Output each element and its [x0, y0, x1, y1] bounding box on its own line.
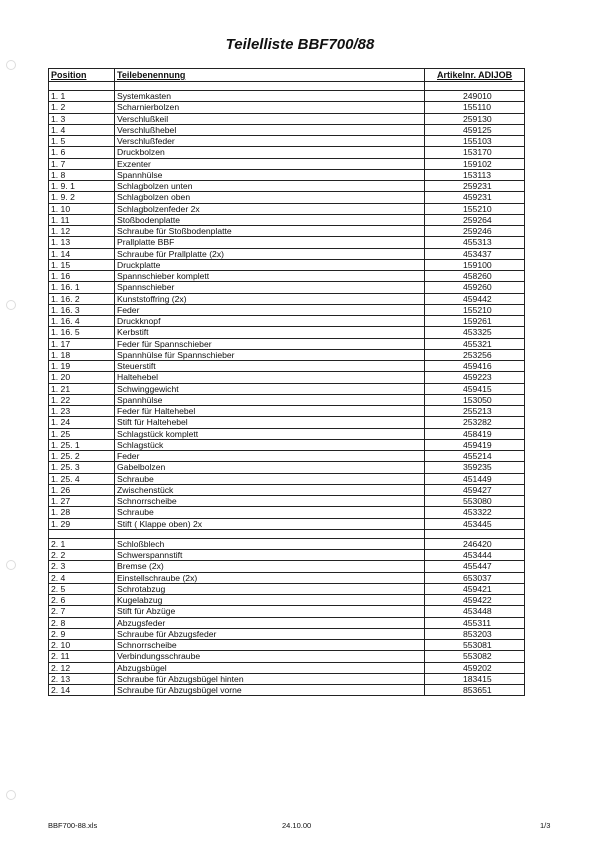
- part-name-cell: Spannhülse für Spannschieber: [115, 350, 425, 360]
- table-row: [49, 294, 525, 305]
- position-cell: 1. 25. 2: [49, 451, 115, 461]
- part-name-cell: Schraube für Abzugsfeder: [115, 629, 425, 639]
- article-number-cell: 153170: [425, 147, 525, 157]
- part-name-cell: Kugelabzug: [115, 595, 425, 605]
- part-name-cell: Schlagbolzen oben: [115, 192, 425, 202]
- table-row: [49, 651, 525, 662]
- table-row: [49, 406, 525, 417]
- header-position: Position: [49, 69, 115, 81]
- article-number-cell: 653037: [425, 573, 525, 583]
- position-cell: 2. 14: [49, 685, 115, 695]
- article-number-cell: 159102: [425, 159, 525, 169]
- part-name-cell: Schraube für Abzugsbügel hinten: [115, 674, 425, 684]
- position-cell: 1. 25. 1: [49, 440, 115, 450]
- position-cell: 2. 1: [49, 539, 115, 549]
- part-name-cell: Verschlußhebel: [115, 125, 425, 135]
- article-number-cell: 458419: [425, 429, 525, 439]
- position-cell: 1. 15: [49, 260, 115, 270]
- article-number-cell: 259246: [425, 226, 525, 236]
- article-number-cell: 553080: [425, 496, 525, 506]
- punch-hole: [6, 300, 16, 310]
- position-cell: 2. 4: [49, 573, 115, 583]
- empty-cell: [425, 530, 525, 538]
- position-cell: 2. 11: [49, 651, 115, 661]
- position-cell: 1. 29: [49, 519, 115, 529]
- article-number-cell: 853203: [425, 629, 525, 639]
- part-name-cell: Schraube für Stoßbodenplatte: [115, 226, 425, 236]
- table-spacer-row: [49, 530, 525, 539]
- table-row: [49, 629, 525, 640]
- article-number-cell: 259231: [425, 181, 525, 191]
- position-cell: 1. 19: [49, 361, 115, 371]
- part-name-cell: Verbindungsschraube: [115, 651, 425, 661]
- article-number-cell: 183415: [425, 674, 525, 684]
- table-row: [49, 114, 525, 125]
- part-name-cell: Zwischenstück: [115, 485, 425, 495]
- article-number-cell: 853651: [425, 685, 525, 695]
- footer-filename: BBF700-88.xls: [48, 821, 98, 830]
- position-cell: 1. 25. 4: [49, 474, 115, 484]
- article-number-cell: 453325: [425, 327, 525, 337]
- table-row: [49, 606, 525, 617]
- position-cell: 1. 9. 1: [49, 181, 115, 191]
- part-name-cell: Feder für Haltehebel: [115, 406, 425, 416]
- empty-cell: [115, 82, 425, 90]
- part-name-cell: Schraube: [115, 474, 425, 484]
- article-number-cell: 455447: [425, 561, 525, 571]
- document-title: Teilelliste BBF700/88: [225, 36, 375, 53]
- table-row: [49, 496, 525, 507]
- position-cell: 1. 3: [49, 114, 115, 124]
- position-cell: 1. 18: [49, 350, 115, 360]
- table-row: [49, 462, 525, 473]
- table-header-row: [49, 69, 525, 82]
- table-row: [49, 282, 525, 293]
- article-number-cell: 459419: [425, 440, 525, 450]
- position-cell: 2. 2: [49, 550, 115, 560]
- header-article-number: Artikelnr. ADIJOB: [425, 69, 525, 81]
- part-name-cell: Spannhülse: [115, 395, 425, 405]
- position-cell: 1. 24: [49, 417, 115, 427]
- footer-page-number: 1/3: [540, 821, 551, 830]
- article-number-cell: 159100: [425, 260, 525, 270]
- part-name-cell: Feder: [115, 305, 425, 315]
- article-number-cell: 458260: [425, 271, 525, 281]
- position-cell: 1. 25: [49, 429, 115, 439]
- position-cell: 1. 25. 3: [49, 462, 115, 472]
- article-number-cell: 459260: [425, 282, 525, 292]
- article-number-cell: 459231: [425, 192, 525, 202]
- part-name-cell: Schraube für Abzugsbügel vorne: [115, 685, 425, 695]
- part-name-cell: Schnorrscheibe: [115, 640, 425, 650]
- table-row: [49, 485, 525, 496]
- article-number-cell: 453445: [425, 519, 525, 529]
- table-row: [49, 507, 525, 518]
- article-number-cell: 459223: [425, 372, 525, 382]
- table-spacer-row: [49, 82, 525, 91]
- table-row: [49, 384, 525, 395]
- part-name-cell: Schwerspannstift: [115, 550, 425, 560]
- table-row: [49, 260, 525, 271]
- article-number-cell: 249010: [425, 91, 525, 101]
- table-row: [49, 215, 525, 226]
- article-number-cell: 459415: [425, 384, 525, 394]
- position-cell: 2. 13: [49, 674, 115, 684]
- position-cell: 2. 7: [49, 606, 115, 616]
- table-row: [49, 539, 525, 550]
- position-cell: 1. 20: [49, 372, 115, 382]
- part-name-cell: Systemkasten: [115, 91, 425, 101]
- article-number-cell: 246420: [425, 539, 525, 549]
- part-name-cell: Bremse (2x): [115, 561, 425, 571]
- part-name-cell: Gabelbolzen: [115, 462, 425, 472]
- position-cell: 1. 1: [49, 91, 115, 101]
- table-row: [49, 136, 525, 147]
- position-cell: 1. 7: [49, 159, 115, 169]
- table-row: [49, 226, 525, 237]
- position-cell: 1. 21: [49, 384, 115, 394]
- table-row: [49, 640, 525, 651]
- article-number-cell: 253282: [425, 417, 525, 427]
- header-part-name: Teilebenennung: [115, 69, 425, 81]
- part-name-cell: Kunststoffring (2x): [115, 294, 425, 304]
- part-name-cell: Spannschieber: [115, 282, 425, 292]
- article-number-cell: 553081: [425, 640, 525, 650]
- position-cell: 1. 17: [49, 339, 115, 349]
- position-cell: 1. 9. 2: [49, 192, 115, 202]
- article-number-cell: 459202: [425, 663, 525, 673]
- article-number-cell: 455311: [425, 618, 525, 628]
- table-row: [49, 372, 525, 383]
- position-cell: 1. 11: [49, 215, 115, 225]
- position-cell: 1. 10: [49, 204, 115, 214]
- part-name-cell: Schnorrscheibe: [115, 496, 425, 506]
- part-name-cell: Schraube: [115, 507, 425, 517]
- article-number-cell: 453322: [425, 507, 525, 517]
- table-row: [49, 249, 525, 260]
- position-cell: 1. 4: [49, 125, 115, 135]
- table-row: [49, 663, 525, 674]
- table-row: [49, 561, 525, 572]
- article-number-cell: 453448: [425, 606, 525, 616]
- position-cell: 2. 12: [49, 663, 115, 673]
- table-row: [49, 237, 525, 248]
- part-name-cell: Schwinggewicht: [115, 384, 425, 394]
- table-row: [49, 674, 525, 685]
- article-number-cell: 155210: [425, 305, 525, 315]
- article-number-cell: 159261: [425, 316, 525, 326]
- part-name-cell: Stoßbodenplatte: [115, 215, 425, 225]
- part-name-cell: Exzenter: [115, 159, 425, 169]
- article-number-cell: 459422: [425, 595, 525, 605]
- position-cell: 1. 16. 2: [49, 294, 115, 304]
- position-cell: 1. 28: [49, 507, 115, 517]
- part-name-cell: Schlagstück komplett: [115, 429, 425, 439]
- article-number-cell: 459421: [425, 584, 525, 594]
- empty-cell: [49, 82, 115, 90]
- table-row: [49, 519, 525, 530]
- table-row: [49, 440, 525, 451]
- position-cell: 1. 14: [49, 249, 115, 259]
- part-name-cell: Steuerstift: [115, 361, 425, 371]
- table-row: [49, 595, 525, 606]
- article-number-cell: 455321: [425, 339, 525, 349]
- part-name-cell: Verschlußkeil: [115, 114, 425, 124]
- table-row: [49, 429, 525, 440]
- empty-cell: [49, 530, 115, 538]
- part-name-cell: Verschlußfeder: [115, 136, 425, 146]
- table-row: [49, 327, 525, 338]
- part-name-cell: Schlagstück: [115, 440, 425, 450]
- article-number-cell: 153113: [425, 170, 525, 180]
- position-cell: 2. 10: [49, 640, 115, 650]
- position-cell: 1. 16. 1: [49, 282, 115, 292]
- part-name-cell: Abzugsfeder: [115, 618, 425, 628]
- part-name-cell: Feder für Spannschieber: [115, 339, 425, 349]
- part-name-cell: Schlagbolzenfeder 2x: [115, 204, 425, 214]
- position-cell: 1. 22: [49, 395, 115, 405]
- article-number-cell: 553082: [425, 651, 525, 661]
- article-number-cell: 155110: [425, 102, 525, 112]
- part-name-cell: Schrotabzug: [115, 584, 425, 594]
- part-name-cell: Stift für Haltehebel: [115, 417, 425, 427]
- table-row: [49, 350, 525, 361]
- part-name-cell: Kerbstift: [115, 327, 425, 337]
- empty-cell: [115, 530, 425, 538]
- part-name-cell: Schlagbolzen unten: [115, 181, 425, 191]
- table-row: [49, 395, 525, 406]
- part-name-cell: Haltehebel: [115, 372, 425, 382]
- table-row: [49, 618, 525, 629]
- part-name-cell: Druckknopf: [115, 316, 425, 326]
- article-number-cell: 253256: [425, 350, 525, 360]
- position-cell: 1. 13: [49, 237, 115, 247]
- position-cell: 1. 2: [49, 102, 115, 112]
- table-row: [49, 474, 525, 485]
- table-row: [49, 181, 525, 192]
- table-row: [49, 685, 525, 696]
- part-name-cell: Schloßblech: [115, 539, 425, 549]
- position-cell: 1. 16. 5: [49, 327, 115, 337]
- position-cell: 2. 3: [49, 561, 115, 571]
- article-number-cell: 453437: [425, 249, 525, 259]
- footer-date: 24.10.00: [282, 821, 312, 830]
- article-number-cell: 459416: [425, 361, 525, 371]
- article-number-cell: 453444: [425, 550, 525, 560]
- table-row: [49, 147, 525, 158]
- table-row: [49, 192, 525, 203]
- table-row: [49, 125, 525, 136]
- part-name-cell: Abzugsbügel: [115, 663, 425, 673]
- table-row: [49, 339, 525, 350]
- table-row: [49, 102, 525, 113]
- position-cell: 1. 8: [49, 170, 115, 180]
- part-name-cell: Stift ( Klappe oben) 2x: [115, 519, 425, 529]
- table-row: [49, 550, 525, 561]
- article-number-cell: 359235: [425, 462, 525, 472]
- position-cell: 2. 9: [49, 629, 115, 639]
- table-row: [49, 417, 525, 428]
- article-number-cell: 155103: [425, 136, 525, 146]
- parts-table: [48, 68, 525, 696]
- table-row: [49, 271, 525, 282]
- table-row: [49, 305, 525, 316]
- article-number-cell: 259130: [425, 114, 525, 124]
- table-row: [49, 170, 525, 181]
- part-name-cell: Feder: [115, 451, 425, 461]
- table-row: [49, 361, 525, 372]
- table-row: [49, 204, 525, 215]
- article-number-cell: 455313: [425, 237, 525, 247]
- position-cell: 1. 16. 4: [49, 316, 115, 326]
- table-row: [49, 573, 525, 584]
- article-number-cell: 155210: [425, 204, 525, 214]
- punch-hole: [6, 560, 16, 570]
- empty-cell: [425, 82, 525, 90]
- part-name-cell: Scharnierbolzen: [115, 102, 425, 112]
- position-cell: 1. 6: [49, 147, 115, 157]
- article-number-cell: 455214: [425, 451, 525, 461]
- position-cell: 1. 23: [49, 406, 115, 416]
- table-row: [49, 584, 525, 595]
- part-name-cell: Stift für Abzüge: [115, 606, 425, 616]
- position-cell: 2. 8: [49, 618, 115, 628]
- table-row: [49, 316, 525, 327]
- article-number-cell: 255213: [425, 406, 525, 416]
- article-number-cell: 459442: [425, 294, 525, 304]
- article-number-cell: 459125: [425, 125, 525, 135]
- part-name-cell: Einstellschraube (2x): [115, 573, 425, 583]
- position-cell: 1. 16. 3: [49, 305, 115, 315]
- position-cell: 2. 6: [49, 595, 115, 605]
- position-cell: 1. 26: [49, 485, 115, 495]
- article-number-cell: 153050: [425, 395, 525, 405]
- position-cell: 1. 12: [49, 226, 115, 236]
- article-number-cell: 259264: [425, 215, 525, 225]
- punch-hole: [6, 60, 16, 70]
- position-cell: 2. 5: [49, 584, 115, 594]
- part-name-cell: Druckplatte: [115, 260, 425, 270]
- article-number-cell: 459427: [425, 485, 525, 495]
- punch-hole: [6, 790, 16, 800]
- part-name-cell: Prallplatte BBF: [115, 237, 425, 247]
- part-name-cell: Druckbolzen: [115, 147, 425, 157]
- position-cell: 1. 27: [49, 496, 115, 506]
- table-row: [49, 91, 525, 102]
- table-row: [49, 159, 525, 170]
- part-name-cell: Spannhülse: [115, 170, 425, 180]
- article-number-cell: 451449: [425, 474, 525, 484]
- table-row: [49, 451, 525, 462]
- position-cell: 1. 16: [49, 271, 115, 281]
- part-name-cell: Spannschieber komplett: [115, 271, 425, 281]
- position-cell: 1. 5: [49, 136, 115, 146]
- part-name-cell: Schraube für Prallplatte (2x): [115, 249, 425, 259]
